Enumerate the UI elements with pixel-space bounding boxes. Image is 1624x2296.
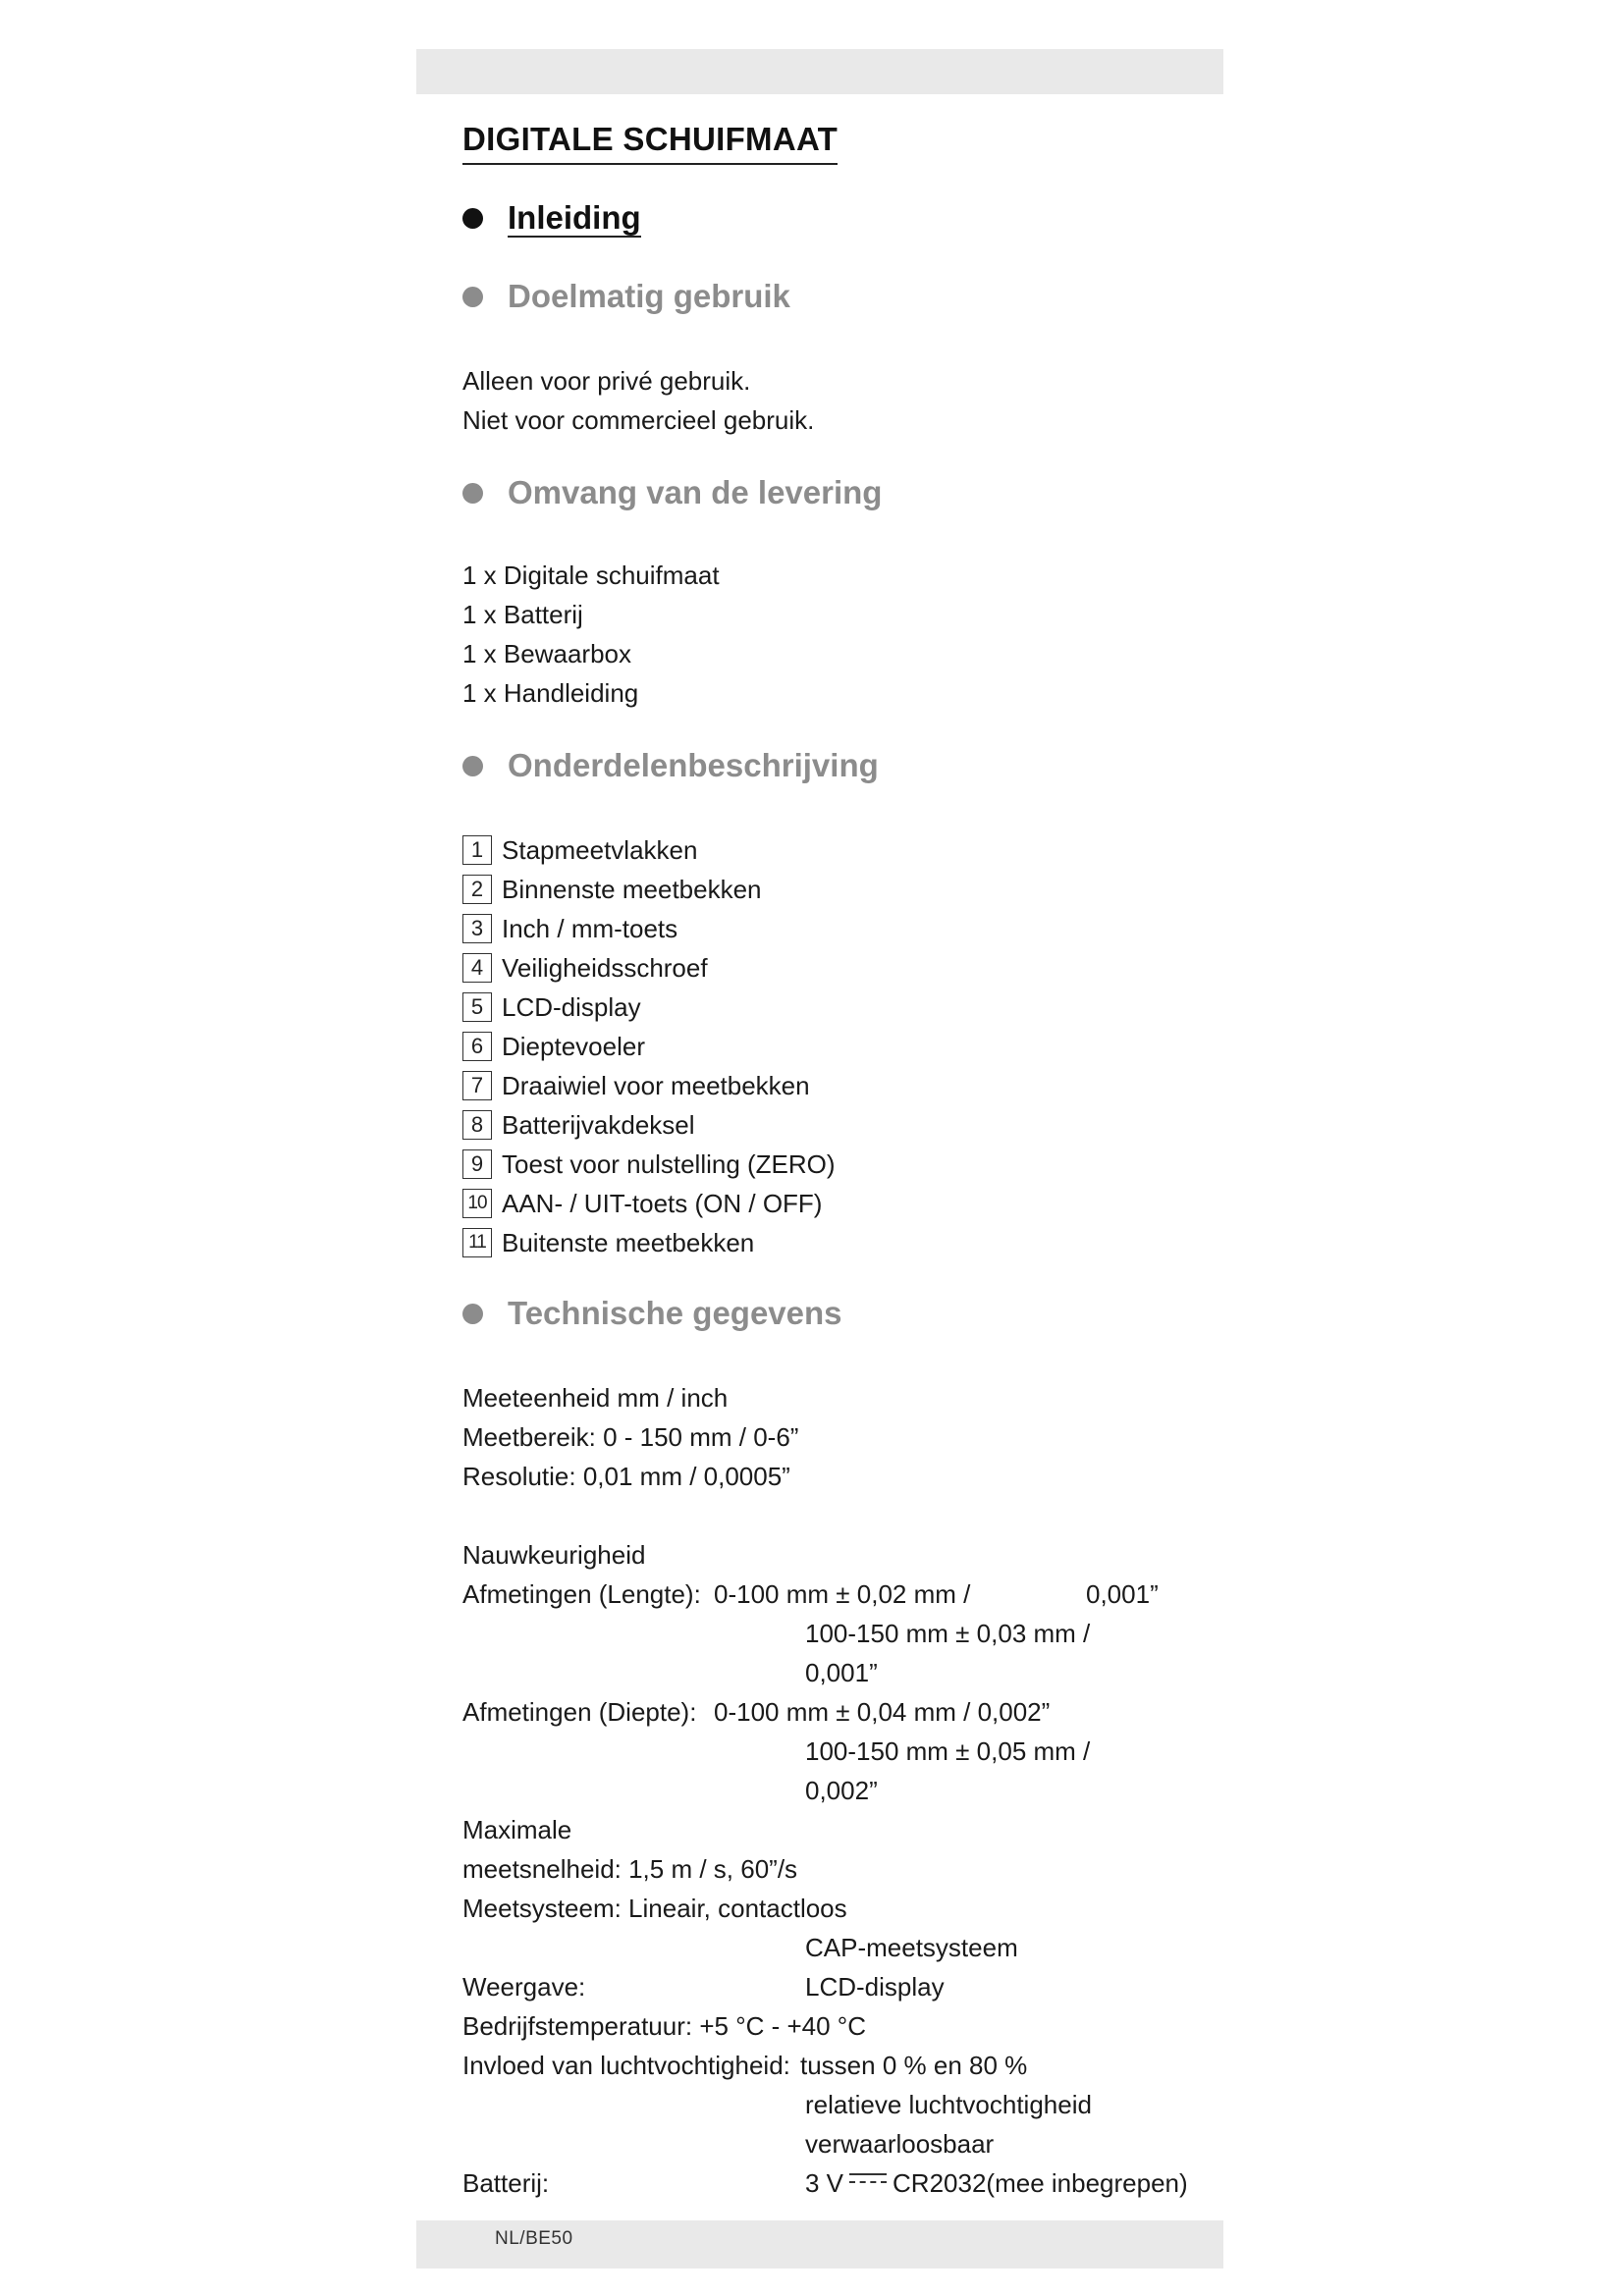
spec-lengte-value: 0-100 mm ± 0,02 mm / <box>714 1579 971 1609</box>
spec-diepte-value: 0,002” <box>805 1776 878 1805</box>
part-number: 4 <box>462 953 492 983</box>
spec-lengte-value: 0,001” <box>805 1658 878 1687</box>
list-item: 4 Veiligheidsschroef <box>462 948 836 988</box>
spec-lengte-value: 0,001” <box>1086 1579 1159 1609</box>
page-code: NL/BE50 <box>495 2228 573 2249</box>
bullet-icon <box>462 483 483 504</box>
bullet-icon <box>462 287 483 307</box>
spec-meetsysteem: Meetsysteem: Lineair, contactloos <box>462 1894 847 1923</box>
spec-batterij-label: Batterij: <box>462 2168 550 2198</box>
spec-lengte-value: 100-150 mm ± 0,03 mm / <box>805 1619 1091 1648</box>
list-item: 2 Binnenste meetbekken <box>462 870 836 909</box>
bullet-icon <box>462 208 483 229</box>
heading-onderdelen: Onderdelenbeschrijving <box>462 744 879 787</box>
spec-meetbereik: Meetbereik: 0 - 150 mm / 0-6” <box>462 1422 799 1452</box>
spec-maximale: Maximale <box>462 1815 572 1844</box>
list-item: 1 x Handleiding <box>462 678 639 708</box>
part-number: 9 <box>462 1149 492 1179</box>
spec-batterij-value: 3 V CR2032(mee inbegrepen) <box>805 2168 1188 2198</box>
spec-diepte-value: 0-100 mm ± 0,04 mm / 0,002” <box>714 1697 1051 1727</box>
list-item: 9 Toest voor nulstelling (ZERO) <box>462 1145 836 1184</box>
list-item: 3 Inch / mm-toets <box>462 909 836 948</box>
list-item: 5 LCD-display <box>462 988 836 1027</box>
spec-meetsnelheid: meetsnelheid: 1,5 m / s, 60”/s <box>462 1854 798 1884</box>
list-item: 1 Stapmeetvlakken <box>462 830 836 870</box>
omvang-list <box>462 556 720 713</box>
heading-doelmatig-gebruik: Doelmatig gebruik <box>462 275 790 318</box>
part-number: 1 <box>462 835 492 865</box>
heading-inleiding: Inleiding <box>462 196 641 240</box>
heading-omvang: Omvang van de levering <box>462 471 882 514</box>
part-number: 6 <box>462 1032 492 1061</box>
bullet-icon <box>462 756 483 776</box>
spec-vocht-value: verwaarloosbaar <box>805 2129 995 2159</box>
list-item: 1 x Batterij <box>462 600 583 629</box>
spec-meetsysteem-value: CAP-meetsysteem <box>805 1933 1018 1962</box>
bullet-icon <box>462 1304 483 1324</box>
doelmatig-text: Alleen voor privé gebruik. Niet voor commercieel gebruik. <box>462 366 815 435</box>
list-item: 10 AAN- / UIT-toets (ON / OFF) <box>462 1184 836 1223</box>
part-number: 10 <box>462 1189 492 1218</box>
list-item: 1 x Bewaarbox <box>462 639 631 668</box>
spec-vocht-label: Invloed van luchtvochtigheid: <box>462 2051 790 2080</box>
spec-resolutie: Resolutie: 0,01 mm / 0,0005” <box>462 1462 790 1491</box>
spec-diepte-value: 100-150 mm ± 0,05 mm / <box>805 1736 1091 1766</box>
page-title: DIGITALE SCHUIFMAAT <box>462 118 838 165</box>
list-item: 1 x Digitale schuifmaat <box>462 561 720 590</box>
list-item: 8 Batterijvakdeksel <box>462 1105 836 1145</box>
part-number: 7 <box>462 1071 492 1100</box>
spec-vocht-value: tussen 0 % en 80 % <box>800 2051 1028 2080</box>
list-item: 11 Buitenste meetbekken <box>462 1223 836 1262</box>
dc-symbol-icon <box>849 2173 887 2189</box>
spec-temperatuur: Bedrijfstemperatuur: +5 °C - +40 °C <box>462 2011 866 2041</box>
part-number: 3 <box>462 914 492 943</box>
part-number: 5 <box>462 992 492 1022</box>
spec-lengte-label: Afmetingen (Lengte): <box>462 1579 701 1609</box>
part-number: 11 <box>462 1228 492 1257</box>
header-band <box>416 49 1223 94</box>
parts-list <box>462 830 836 1262</box>
spec-weergave-value: LCD-display <box>805 1972 945 2002</box>
spec-weergave-label: Weergave: <box>462 1972 586 2002</box>
part-number: 2 <box>462 875 492 904</box>
spec-diepte-label: Afmetingen (Diepte): <box>462 1697 697 1727</box>
list-item: 7 Draaiwiel voor meetbekken <box>462 1066 836 1105</box>
list-item: 6 Dieptevoeler <box>462 1027 836 1066</box>
spec-meeteenheid: Meeteenheid mm / inch <box>462 1383 729 1413</box>
spec-vocht-value: relatieve luchtvochtigheid <box>805 2090 1092 2119</box>
spec-nauwkeurigheid: Nauwkeurigheid <box>462 1540 646 1570</box>
part-number: 8 <box>462 1110 492 1140</box>
heading-technische-gegevens: Technische gegevens <box>462 1292 842 1335</box>
